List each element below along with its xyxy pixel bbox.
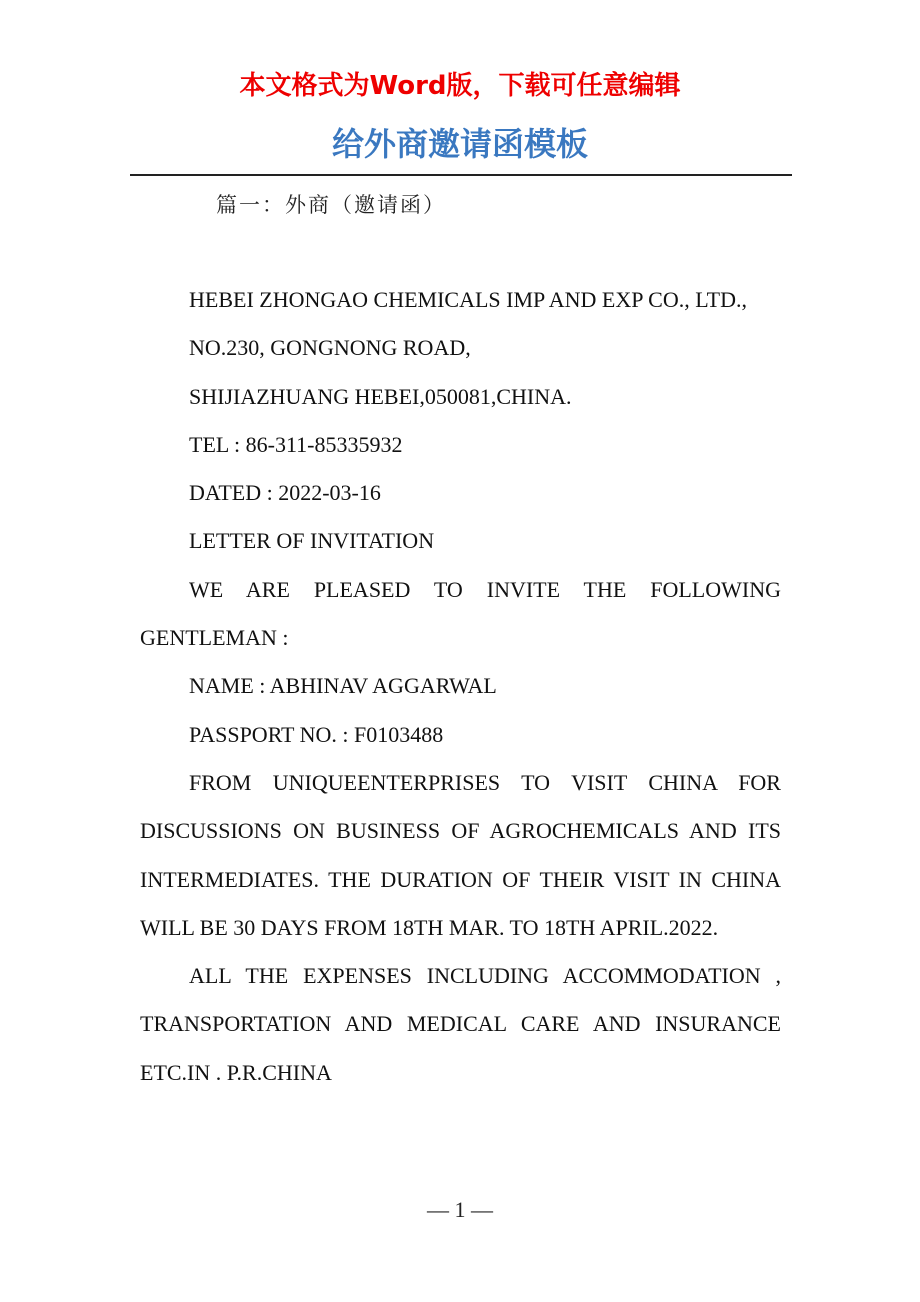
- company-name: HEBEI ZHONGAO CHEMICALS IMP AND EXP CO., LTD.,: [189, 287, 747, 312]
- intro-paragraph: WE ARE PLEASED TO INVITE THE FOLLOWING GENTLEMAN :: [140, 576, 781, 651]
- document-title: 给外商邀请函模板: [331, 125, 588, 163]
- letter-body: [140, 276, 781, 1097]
- expenses-paragraph: ALL THE EXPENSES INCLUDING ACCOMMODATION , TRANSPORTATION AND MEDICAL CARE AND INSURANCE ETC.IN . P.R.CHINA: [140, 963, 781, 1085]
- guest-name: NAME : ABHINAV AGGARWAL: [189, 673, 497, 699]
- address-line-2: SHIJIAZHUANG HEBEI,050081,CHINA.: [189, 383, 572, 409]
- letter-subject: LETTER OF INVITATION: [189, 528, 435, 554]
- title-divider: [130, 174, 792, 176]
- section-heading: 篇一：外商（邀请函）: [216, 193, 446, 217]
- address-line-1: NO.230, GONGNONG ROAD,: [189, 335, 471, 361]
- telephone: TEL : 86-311-85335932: [189, 431, 403, 457]
- passport-number: PASSPORT NO. : F0103488: [189, 721, 444, 747]
- visit-purpose-paragraph: FROM UNIQUEENTERPRISES TO VISIT CHINA FOR DISCUSSIONS ON BUSINESS OF AGROCHEMICALS AND ITS INTERMEDIATES. THE DURATION OF THEIR VISIT IN CHINA WILL BE 30 DAYS FROM 18TH MAR. TO 18TH APRIL.2022.: [140, 769, 781, 940]
- page-number: — 1 —: [427, 1197, 493, 1222]
- format-notice-banner: 本文格式为Word版，下载可任意编辑: [239, 71, 681, 101]
- date-line: DATED : 2022-03-16: [189, 480, 381, 506]
